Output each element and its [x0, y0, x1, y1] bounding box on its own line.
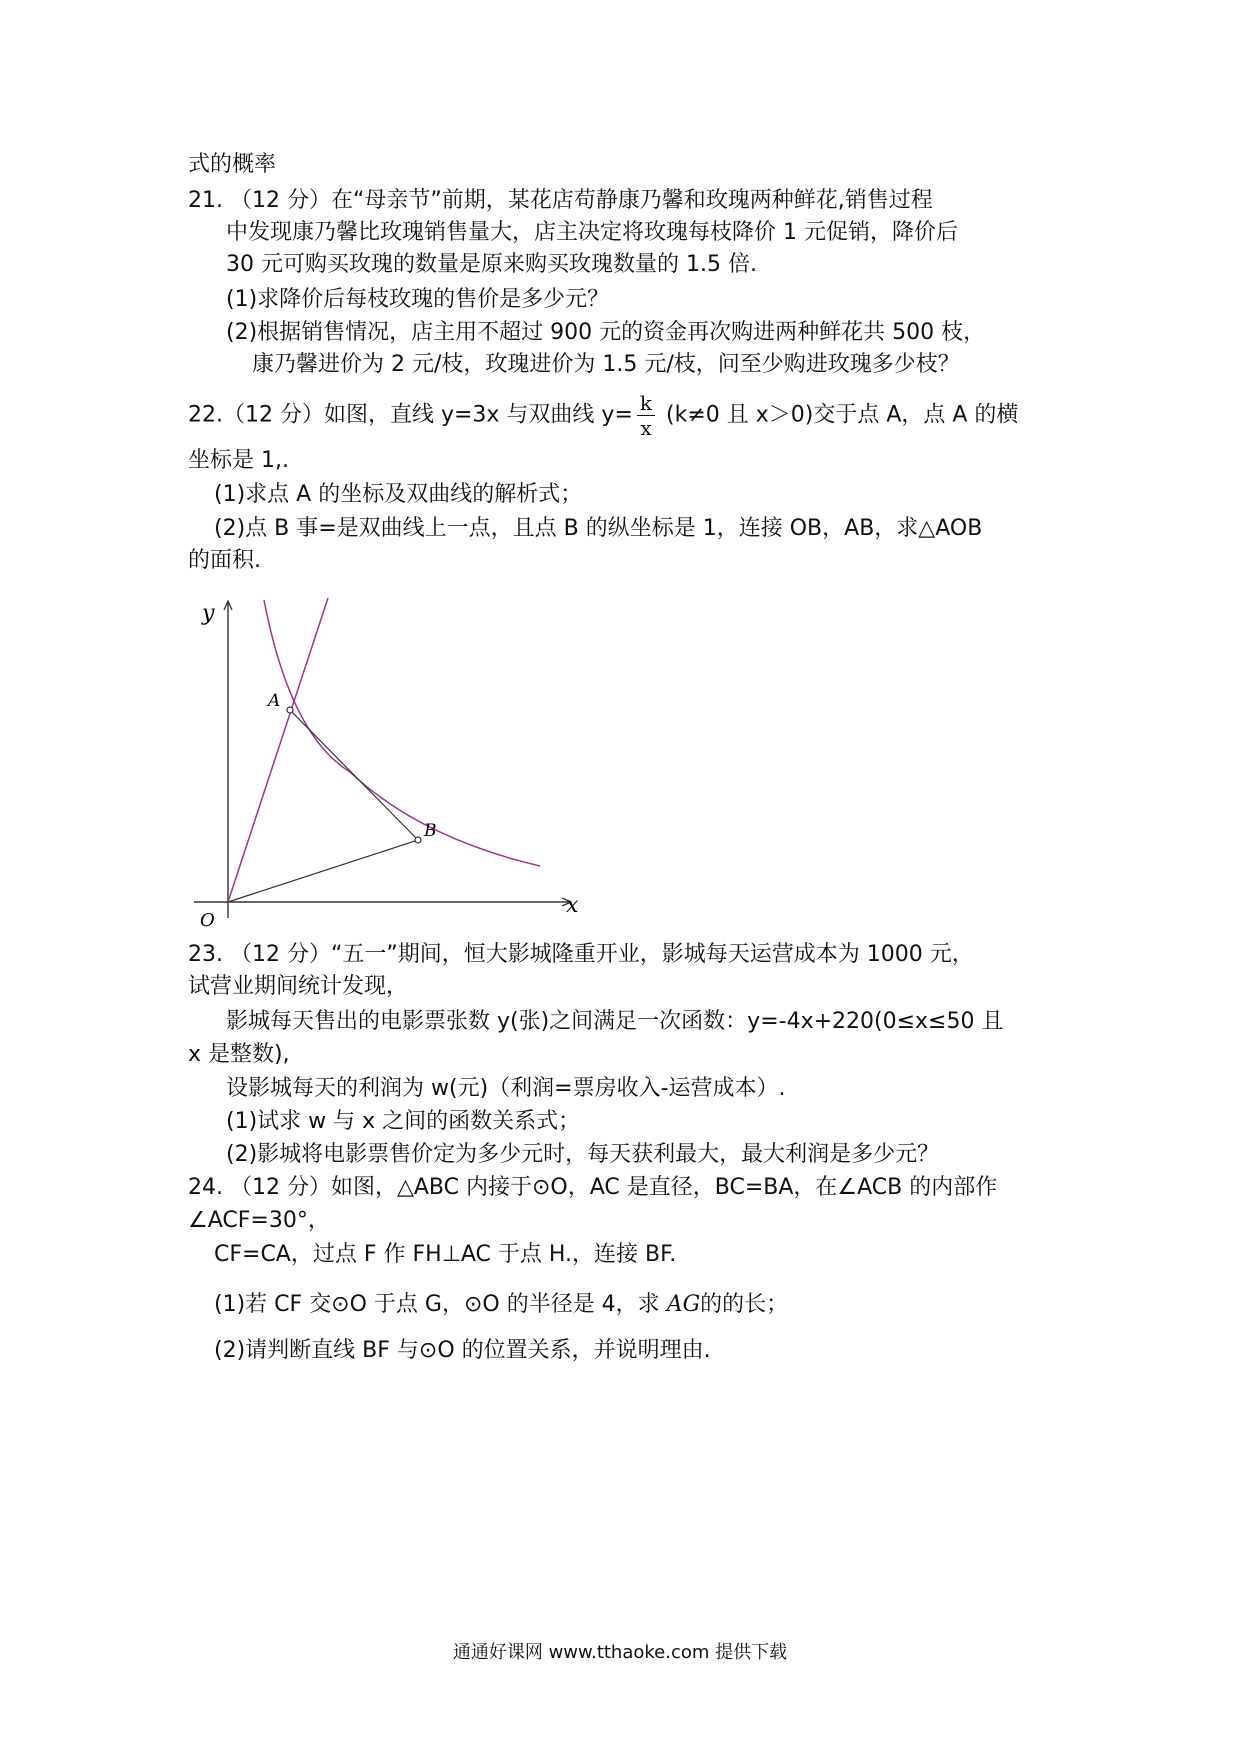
- q22-line-1: [188, 393, 1018, 438]
- q23-line-3: 影城每天售出的电影票张数 y(张)之间满足一次函数：y=-4x+220(0≤x≤50 且: [226, 1009, 1004, 1034]
- fraction-denominator: x: [640, 416, 652, 440]
- q24-line-2: ∠ACF=30°，: [188, 1208, 330, 1233]
- q23-line-4: x 是整数),: [188, 1042, 290, 1067]
- point-a: [287, 707, 293, 713]
- q23-line-5: 设影城每天的利润为 w(元)（利润=票房收入-运营成本）.: [226, 1076, 786, 1101]
- q24-part-2: (2)请判断直线 BF 与⊙O 的位置关系，并说明理由.: [214, 1338, 711, 1363]
- q22-part-2-line-2: 的面积.: [188, 548, 261, 573]
- q21-part-2-line-2: 康乃馨进价为 2 元/枝，玫瑰进价为 1.5 元/枝，问至少购进玫瑰多少枝？: [252, 352, 960, 377]
- q22-part-2-line-1: (2)点 B 事=是双曲线上一点，且点 B 的纵坐标是 1，连接 OB，AB，求△AOB: [214, 516, 983, 541]
- q22-part-1: (1)求点 A 的坐标及双曲线的解析式；: [214, 482, 583, 507]
- label-b: B: [424, 821, 437, 841]
- q24-part-1: [214, 1290, 788, 1320]
- q21-part-2-line-1: (2)根据销售情况，店主用不超过 900 元的资金再次购进两种鲜花共 500 枝，: [226, 320, 986, 345]
- q21-part-1: (1)求降价后每枝玫瑰的售价是多少元？: [226, 287, 610, 312]
- q24-part-1-post: 的的长；: [700, 1292, 789, 1317]
- q21-line-2: 中发现康乃馨比玫瑰销售量大，店主决定将玫瑰每枝降价 1 元促销，降价后: [226, 220, 958, 245]
- arc-ag: AG: [666, 1292, 701, 1317]
- segment-ob: [228, 840, 418, 902]
- label-o: O: [200, 910, 215, 930]
- text-line-continuation: 式的概率: [188, 152, 277, 177]
- q21-line-1: 21. （12 分）在“母亲节”前期，某花店苟静康乃馨和玫瑰两种鲜花,销售过程: [188, 188, 933, 213]
- point-b: [415, 837, 421, 843]
- label-x: x: [566, 893, 579, 918]
- fraction-numerator: k: [637, 393, 655, 416]
- segment-ab: [290, 710, 418, 840]
- label-y: y: [202, 601, 215, 626]
- hyperbola-curve: [264, 600, 540, 866]
- q22-line-2: 坐标是 1,.: [188, 448, 289, 473]
- q22-text-post: (k≠0 且 x＞0)交于点 A，点 A 的横: [659, 402, 1019, 428]
- q23-part-2: (2)影城将电影票售价定为多少元时，每天获利最大，最大利润是多少元？: [226, 1142, 940, 1167]
- q23-line-1: 23. （12 分）“五一”期间，恒大影城隆重开业，影城每天运营成本为 1000 元，: [188, 942, 974, 967]
- fraction-k-over-x: [637, 393, 655, 438]
- q22-text-pre: 22.（12 分）如图，直线 y=3x 与双曲线 y=: [188, 402, 633, 428]
- q23-part-1: (1)试求 w 与 x 之间的函数关系式；: [226, 1109, 581, 1134]
- q21-line-3: 30 元可购买玫瑰的数量是原来购买玫瑰数量的 1.5 倍.: [226, 252, 757, 277]
- q24-part-1-pre: (1)若 CF 交⊙O 于点 G，⊙O 的半径是 4，求: [214, 1292, 660, 1317]
- q24-line-1: 24. （12 分）如图，△ABC 内接于⊙O，AC 是直径，BC=BA，在∠ACB 的内部作: [188, 1175, 998, 1200]
- q24-line-3: CF=CA，过点 F 作 FH⊥AC 于点 H.，连接 BF.: [214, 1242, 677, 1267]
- label-a: A: [268, 691, 281, 711]
- page-footer: 通通好课网 www.tthaoke.com 提供下载: [452, 1642, 788, 1663]
- hyperbola-figure: [180, 590, 600, 930]
- line-y-3x: [228, 598, 328, 902]
- q23-line-2: 试营业期间统计发现，: [188, 974, 409, 999]
